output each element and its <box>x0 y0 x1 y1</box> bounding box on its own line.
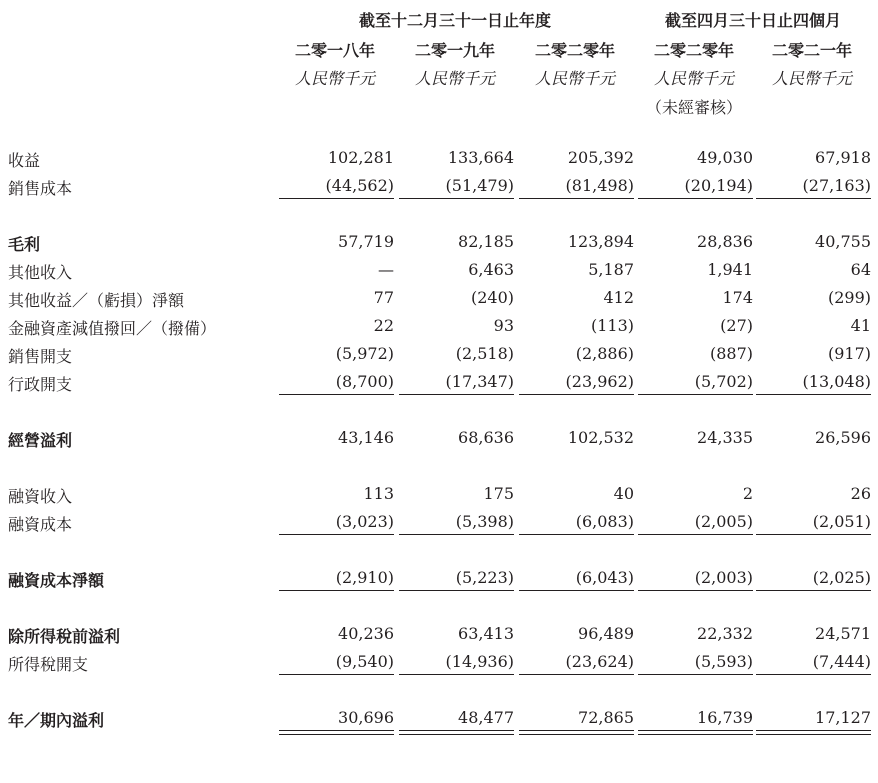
row-value: (9,540) <box>335 652 394 671</box>
column-year-header: 二零二零年 <box>653 41 734 60</box>
row-value: (2,886) <box>575 344 634 363</box>
row-label: 其他收益／（虧損）淨額 <box>8 291 185 310</box>
column-currency-header: 人民幣千元 <box>653 69 734 88</box>
row-label: 銷售開支 <box>8 347 73 366</box>
row-value: 113 <box>363 484 394 503</box>
row-value: (3,023) <box>335 512 394 531</box>
row-value: (17,347) <box>445 372 514 391</box>
double-underline-rule <box>638 730 753 735</box>
column-currency-header: 人民幣千元 <box>294 69 375 88</box>
underline-rule <box>756 674 871 675</box>
row-label: 所得稅開支 <box>8 655 89 674</box>
row-value: 40,755 <box>815 232 871 251</box>
row-value: (51,479) <box>445 176 514 195</box>
underline-rule <box>519 394 634 395</box>
row-value: 40 <box>613 484 634 503</box>
row-label: 收益 <box>8 151 41 170</box>
row-value: (81,498) <box>565 176 634 195</box>
row-value: (5,593) <box>694 652 753 671</box>
row-value: (299) <box>827 288 871 307</box>
row-value: (23,624) <box>565 652 634 671</box>
underline-rule <box>519 198 634 199</box>
row-value: 41 <box>850 316 871 335</box>
row-value: (8,700) <box>335 372 394 391</box>
underline-rule <box>638 534 753 535</box>
row-value: (887) <box>709 344 753 363</box>
row-value: 5,187 <box>588 260 634 279</box>
row-value: (2,025) <box>812 568 871 587</box>
underline-rule <box>279 198 394 199</box>
row-value: (27,163) <box>802 176 871 195</box>
row-value: (2,910) <box>335 568 394 587</box>
double-underline-rule <box>519 730 634 735</box>
underline-rule <box>756 394 871 395</box>
row-label: 融資收入 <box>8 487 73 506</box>
row-label: 毛利 <box>8 235 41 254</box>
row-value: (5,223) <box>455 568 514 587</box>
row-value: (20,194) <box>684 176 753 195</box>
row-value: 64 <box>850 260 871 279</box>
row-value: 1,941 <box>707 260 753 279</box>
row-value: 49,030 <box>697 148 753 167</box>
underline-rule <box>399 534 514 535</box>
row-value: 24,335 <box>697 428 753 447</box>
double-underline-rule <box>279 730 394 735</box>
row-value: — <box>378 260 394 279</box>
double-underline-rule <box>399 730 514 735</box>
row-value: 412 <box>603 288 634 307</box>
underline-rule <box>279 394 394 395</box>
column-year-header: 二零一九年 <box>414 41 495 60</box>
underline-rule <box>279 534 394 535</box>
row-value: (5,972) <box>335 344 394 363</box>
row-value: 67,918 <box>815 148 871 167</box>
row-value: 77 <box>373 288 394 307</box>
row-value: (2,051) <box>812 512 871 531</box>
underline-rule <box>638 198 753 199</box>
row-value: 133,664 <box>447 148 514 167</box>
row-value: 63,413 <box>458 624 514 643</box>
column-year-header: 二零二零年 <box>534 41 615 60</box>
underline-rule <box>519 590 634 591</box>
column-currency-header: 人民幣千元 <box>771 69 852 88</box>
row-value: (27) <box>720 316 753 335</box>
header-group-four-months: 截至四月三十日止四個月 <box>664 11 841 30</box>
underline-rule <box>756 534 871 535</box>
row-value: 82,185 <box>458 232 514 251</box>
row-value: 22 <box>373 316 394 335</box>
row-value: 48,477 <box>458 708 514 727</box>
underline-rule <box>756 590 871 591</box>
row-value: (2,518) <box>455 344 514 363</box>
underline-rule <box>279 674 394 675</box>
row-value: 68,636 <box>458 428 514 447</box>
row-value: (44,562) <box>325 176 394 195</box>
underline-rule <box>399 394 514 395</box>
row-label: 其他收入 <box>8 263 73 282</box>
header-group-year-ended: 截至十二月三十一日止年度 <box>358 11 551 30</box>
row-value: 26,596 <box>815 428 871 447</box>
column-currency-header: 人民幣千元 <box>414 69 495 88</box>
underline-rule <box>399 590 514 591</box>
row-value: 93 <box>493 316 514 335</box>
underline-rule <box>519 674 634 675</box>
row-value: 96,489 <box>578 624 634 643</box>
row-value: (2,005) <box>694 512 753 531</box>
row-value: 102,532 <box>567 428 634 447</box>
row-value: (917) <box>827 344 871 363</box>
row-label: 融資成本淨額 <box>8 571 105 590</box>
row-label: 除所得稅前溢利 <box>8 627 121 646</box>
row-value: 24,571 <box>815 624 871 643</box>
row-value: 22,332 <box>697 624 753 643</box>
underline-rule <box>399 198 514 199</box>
row-value: 6,463 <box>468 260 514 279</box>
column-currency-header: 人民幣千元 <box>534 69 615 88</box>
row-label: 行政開支 <box>8 375 73 394</box>
row-value: (5,702) <box>694 372 753 391</box>
underline-rule <box>638 394 753 395</box>
row-value: (23,962) <box>565 372 634 391</box>
row-value: 174 <box>722 288 753 307</box>
row-value: 72,865 <box>578 708 634 727</box>
row-label: 融資成本 <box>8 515 73 534</box>
row-value: (14,936) <box>445 652 514 671</box>
unaudited-note: （未經審核） <box>645 98 742 117</box>
underline-rule <box>638 674 753 675</box>
underline-rule <box>638 590 753 591</box>
row-value: (2,003) <box>694 568 753 587</box>
row-value: 28,836 <box>697 232 753 251</box>
row-value: (6,043) <box>575 568 634 587</box>
double-underline-rule <box>756 730 871 735</box>
row-value: 40,236 <box>338 624 394 643</box>
underline-rule <box>399 674 514 675</box>
row-value: 17,127 <box>815 708 871 727</box>
row-value: 175 <box>483 484 514 503</box>
row-label: 銷售成本 <box>8 179 73 198</box>
column-year-header: 二零二一年 <box>771 41 852 60</box>
row-value: (13,048) <box>802 372 871 391</box>
row-value: 2 <box>742 484 753 503</box>
row-value: (5,398) <box>455 512 514 531</box>
row-value: 57,719 <box>338 232 394 251</box>
row-value: (6,083) <box>575 512 634 531</box>
row-value: (7,444) <box>812 652 871 671</box>
underline-rule <box>279 590 394 591</box>
underline-rule <box>756 198 871 199</box>
row-value: 102,281 <box>327 148 394 167</box>
row-value: 123,894 <box>567 232 634 251</box>
row-value: (113) <box>590 316 634 335</box>
row-value: 205,392 <box>567 148 634 167</box>
row-label: 年／期內溢利 <box>8 711 105 730</box>
row-value: 16,739 <box>697 708 753 727</box>
underline-rule <box>519 534 634 535</box>
row-value: 30,696 <box>338 708 394 727</box>
row-value: 43,146 <box>338 428 394 447</box>
row-label: 經營溢利 <box>8 431 73 450</box>
row-value: (240) <box>470 288 514 307</box>
row-label: 金融資產減值撥回／（撥備） <box>8 319 217 338</box>
row-value: 26 <box>850 484 871 503</box>
column-year-header: 二零一八年 <box>294 41 375 60</box>
